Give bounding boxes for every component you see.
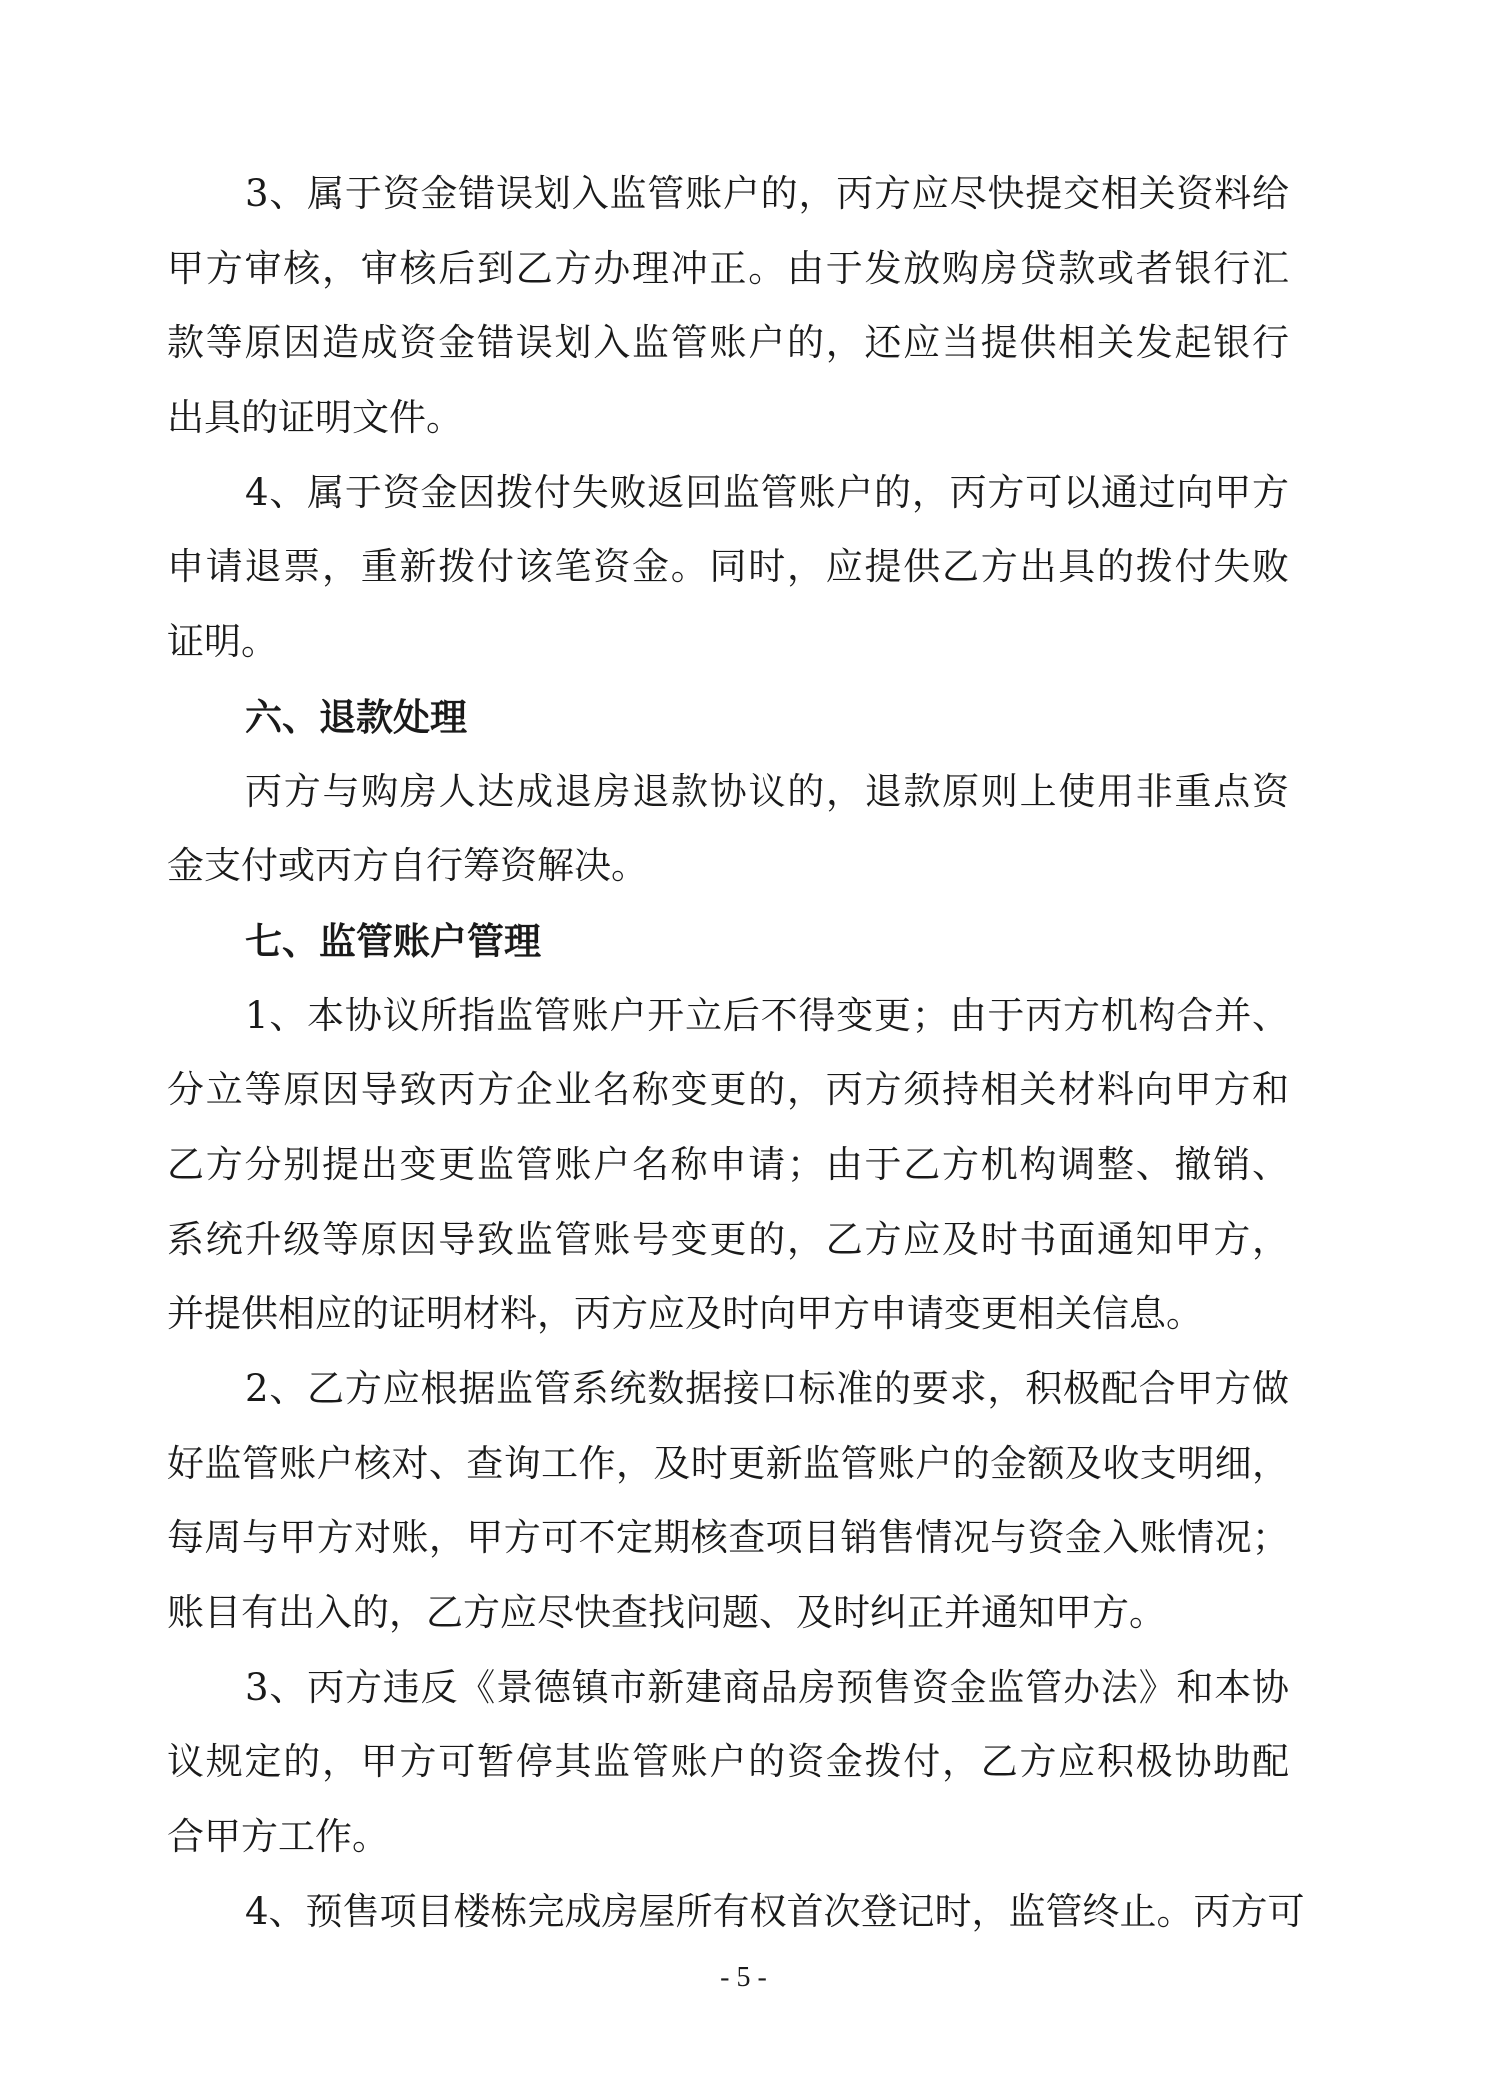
text-line: 出具的证明文件。 (167, 396, 463, 440)
document-body (167, 157, 1305, 1950)
text-line: 议规定的，甲方可暂停其监管账户的资金拨付，乙方应积极协助配 (167, 1740, 1289, 1784)
text-line: 每周与甲方对账，甲方可不定期核查项目销售情况与资金入账情况； (167, 1516, 1289, 1560)
text-line: 申请退票，重新拨付该笔资金。同时，应提供乙方出具的拨付失败 (167, 545, 1289, 589)
text-line: 账目有出入的，乙方应尽快查找问题、及时纠正并通知甲方。 (167, 1591, 1166, 1635)
text-line: 系统升级等原因导致监管账号变更的，乙方应及时书面通知甲方， (167, 1217, 1289, 1261)
text-line: 丙方与购房人达成退房退款协议的，退款原则上使用非重点资 (245, 769, 1289, 813)
text-line: 4、预售项目楼栋完成房屋所有权首次登记时，监管终止。丙方可 (245, 1889, 1305, 1933)
text-line: 1、本协议所指监管账户开立后不得变更；由于丙方机构合并、 (245, 993, 1289, 1037)
text-line: 证明。 (167, 620, 278, 664)
text-line: 分立等原因导致丙方企业名称变更的，丙方须持相关材料向甲方和 (167, 1068, 1289, 1112)
section-heading: 六、退款处理 (245, 694, 467, 739)
text-line: 2、乙方应根据监管系统数据接口标准的要求，积极配合甲方做 (245, 1367, 1289, 1410)
text-line: 款等原因造成资金错误划入监管账户的，还应当提供相关发起银行 (167, 321, 1289, 365)
text-line: 乙方分别提出变更监管账户名称申请；由于乙方机构调整、撤销、 (167, 1142, 1289, 1186)
text-line: 甲方审核，审核后到乙方办理冲正。由于发放购房贷款或者银行汇 (167, 246, 1289, 290)
text-line: 好监管账户核对、查询工作，及时更新监管账户的金额及收支明细， (167, 1441, 1289, 1485)
text-line: 金支付或丙方自行筹资解决。 (167, 844, 648, 888)
text-line: 4、属于资金因拨付失败返回监管账户的，丙方可以通过向甲方 (245, 470, 1289, 514)
text-line: 3、属于资金错误划入监管账户的，丙方应尽快提交相关资料给 (245, 172, 1289, 215)
section-heading: 七、监管账户管理 (245, 918, 541, 963)
text-line: 合甲方工作。 (167, 1815, 389, 1859)
text-line: 并提供相应的证明材料，丙方应及时向甲方申请变更相关信息。 (167, 1292, 1203, 1336)
text-line: 3、丙方违反《景德镇市新建商品房预售资金监管办法》和本协 (245, 1665, 1289, 1709)
page-number: - 5 - (720, 1962, 767, 1993)
